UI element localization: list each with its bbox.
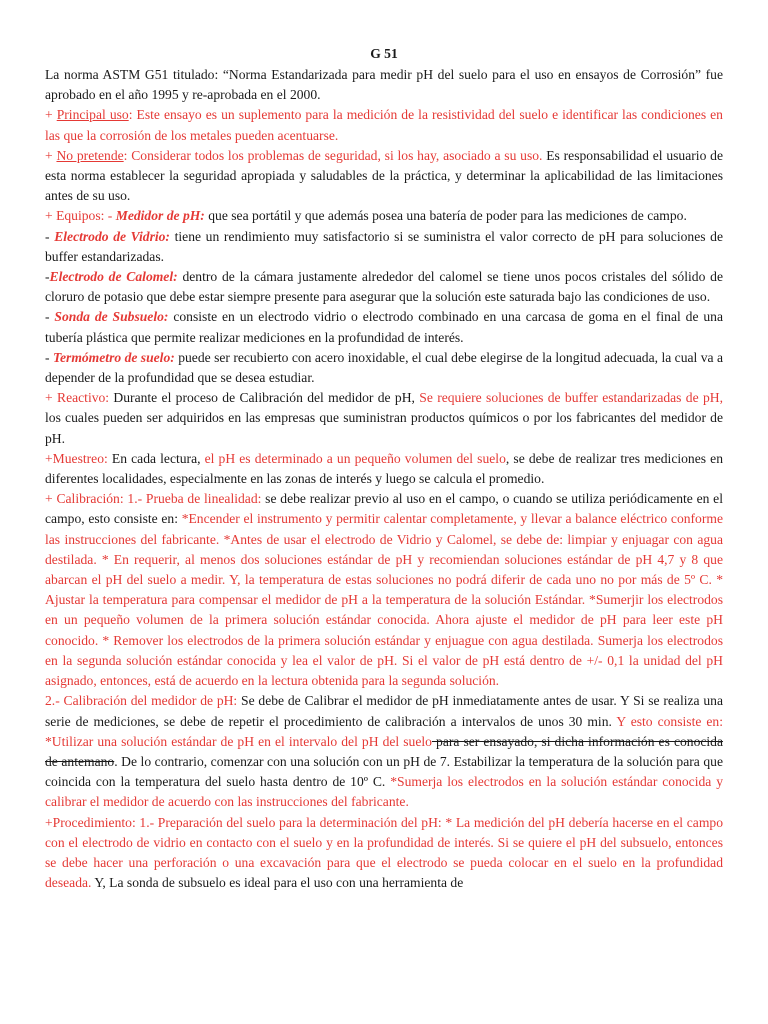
sonda-subsuelo-term: Sonda de Subsuelo: (54, 309, 169, 325)
dash-lead: - (45, 349, 53, 365)
procedimiento-red-text: +Procedimiento: 1.- Preparación del suelo para la determinación del pH: * La medición del pH debería hacerse en el campo con el electrodo de vidrio en contacto con el suelo y en la profundidad de interés. Si se quiere el pH del subsuelo, entonces se debe hacer una perforación o una excavación para que el electrodo se pueda colocar en el suelo en la profundidad deseada. (45, 814, 723, 891)
muestreo-text-1: En cada lectura, (107, 450, 205, 466)
reactivo-paragraph (45, 388, 723, 449)
principal-uso-label: Principal uso (56, 107, 129, 123)
electrodo-calomel-term: Electrodo de Calomel: (49, 269, 178, 285)
no-pretende-text: Es responsabilidad el usuario de esta norma establecer la seguridad apropiada y saludables de la práctica, y determinar la aplicabilidad de las limitaciones antes de su uso. (45, 147, 723, 204)
muestreo-red-text: el pH es determinado a un pequeño volumen del suelo (204, 450, 506, 466)
reactivo-text-2: los cuales pueden ser adquiridos en las empresas que suministran productos químicos o por los fabricantes del medidor de pH. (45, 410, 723, 446)
document-page (45, 44, 723, 893)
reactivo-lead: + Reactivo: (45, 390, 110, 406)
muestreo-paragraph (45, 449, 723, 489)
dash-lead: - (45, 269, 50, 285)
calibracion-lead: + Calibración: 1.- Prueba de linealidad: (45, 491, 262, 507)
electrodo-vidrio-paragraph (45, 227, 723, 267)
principal-uso-paragraph (45, 105, 723, 145)
termometro-term: Termómetro de suelo: (52, 349, 175, 365)
calibracion-medidor-lead: 2.- Calibración del medidor de pH: (45, 693, 238, 709)
no-pretende-red-text: : Considerar todos los problemas de seguridad, si los hay, asociado a su uso. (123, 147, 543, 163)
electrodo-calomel-paragraph (45, 267, 723, 307)
sonda-subsuelo-paragraph (45, 307, 723, 347)
calibracion-medidor-red-text-2: *Sumerja los electrodos en la solución estándar conocida y calibrar el medidor de acuerdo con las instrucciones del fabricante. (45, 774, 723, 810)
calibracion-medidor-text-1: Se debe de Calibrar el medidor de pH inmediatamente antes de usar. Y Si se realiza una serie de mediciones, se debe de repetir el procedimiento de calibración a intervalos de unos 30 min. (45, 693, 723, 729)
calibracion-paragraph (45, 489, 723, 691)
electrodo-vidrio-term: Electrodo de Vidrio: (54, 228, 170, 244)
calibracion-text: se debe realizar previo al uso en el campo, o cuando se utiliza periódicamente en el campo, esto consiste en: (45, 491, 723, 527)
calibracion-medidor-text-2: . De lo contrario, comenzar con una solución con un pH de 7. Estabilizar la temperatura de la solución para que coincida con la temperatura del suelo hasta dentro de 10º C. (45, 753, 723, 790)
calibracion-medidor-red-text: Y esto consiste en: *Utilizar una solución estándar de pH en el intervalo del pH del suelo (45, 713, 723, 749)
calibracion-medidor-paragraph (45, 691, 723, 812)
muestreo-lead: +Muestreo: (45, 450, 108, 466)
calibracion-red-text: *Encender el instrumento y permitir calentar completamente, y llevar a balance eléctrico conforme las instrucciones del fabricante. *Antes de usar el electrodo de Vidrio y Calomel, se debe de: limpiar y enjuagar con agua destilada. * En requerir, al menos dos soluciones estándar de pH y recomiendan soluciones estándar de pH 4,7 y 8 que abarcan el pH del suelo a medir. Y, la temperatura de estas soluciones no podrá diferir de cada uno no por más de 5º C. * Ajustar la temperatura para compensar el medidor de pH a la temperatura de la solución Estándar. *Sumerjir los electrodos en un pequeño volumen de la primera solución estándar conocida. Ahora ajuste el medidor de pH para leer este pH conocido. * Remover los electrodos de la primera solución estándar y enjuague con agua destilada. Sumerja los electrodos en la segunda solución estándar conocida y lea el valor de pH. Si el valor de pH está dentro de +/- 0,1 la unidad del pH asignado, entonces, está de acuerdo en la lectura obtenida para la segunda solución. (45, 511, 723, 689)
reactivo-text-1: Durante el proceso de Calibración del medidor de pH, (109, 390, 420, 406)
reactivo-red-text: Se requiere soluciones de buffer estandarizadas de pH, (419, 390, 723, 406)
strikethrough-text: para ser ensayado, si dicha información es conocida de antemano (45, 733, 724, 769)
plus-marker: + (45, 147, 57, 163)
no-pretende-paragraph (45, 146, 723, 207)
procedimiento-text: Y, La sonda de subsuelo es ideal para el uso con una herramienta de (91, 875, 464, 891)
dash-lead: - (45, 228, 55, 244)
medidor-ph-term: Medidor de pH: (115, 208, 205, 224)
electrodo-vidrio-text: tiene un rendimiento muy satisfactorio si se suministra el valor correcto de pH para soluciones de buffer estandarizadas. (45, 228, 723, 264)
medidor-ph-text: que sea portátil y que además posea una batería de poder para las mediciones de campo. (204, 208, 687, 224)
plus-marker: + (45, 107, 57, 123)
sonda-subsuelo-text: consiste en un electrodo vidrio o electrodo combinado en una carcasa de goma en el final de una tubería plástica que permite realizar mediciones en la profundidad de interés. (45, 309, 723, 345)
no-pretende-label: No pretende (56, 147, 124, 163)
document-title: G 51 (370, 46, 398, 61)
dash-lead: - (45, 309, 55, 325)
equipos-paragraph (45, 206, 723, 226)
termometro-paragraph (45, 348, 723, 388)
intro-text: La norma ASTM G51 titulado: “Norma Estandarizada para medir pH del suelo para el uso en ensayos de Corrosión” fue aprobado en el año 1995 y re-aprobada en el 2000. (45, 67, 723, 103)
muestreo-text-2: , se debe de realizar tres mediciones en diferentes localidades, especialmente en las zonas de interés y luego se calcula el promedio. (45, 450, 723, 487)
termometro-text: puede ser recubierto con acero inoxidable, el cual debe elegirse de la longitud adecuada, la cual va a depender de la profundidad que se desea estudiar. (45, 349, 723, 386)
equipos-lead: + Equipos: - (45, 208, 116, 224)
electrodo-calomel-text: dentro de la cámara justamente alrededor del calomel se tiene unos pocos cristales del sólido de cloruro de potasio que debe estar siempre presente para asegurar que la solución este saturada bajo las condiciones de uso. (45, 269, 723, 305)
principal-uso-text: : Este ensayo es un suplemento para la medición de la resistividad del suelo e identificar las condiciones en las que la corrosión de los metales pueden acentuarse. (45, 107, 723, 143)
procedimiento-paragraph (45, 813, 723, 894)
intro-paragraph (45, 65, 723, 105)
